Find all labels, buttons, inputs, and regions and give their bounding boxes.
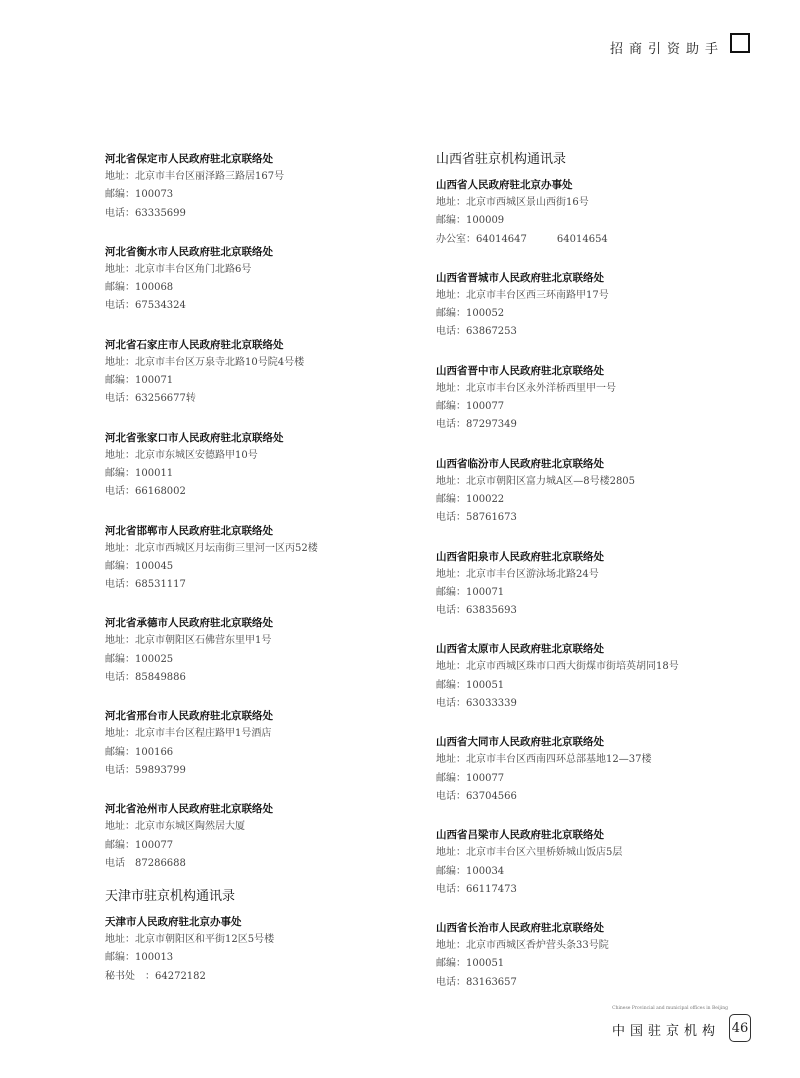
- contact-entry: [436, 826, 756, 899]
- office-postcode: 邮编：100025: [105, 653, 174, 665]
- right-column: [436, 150, 756, 1012]
- office-phone: 电话 87286688: [105, 857, 186, 869]
- office-address: 地址：北京市西城区香炉营头条33号院: [436, 940, 609, 952]
- contact-entry: [436, 548, 756, 621]
- contact-entry: [105, 614, 425, 687]
- office-phone: 电话：59893799: [105, 764, 186, 776]
- office-address: 地址：北京市西城区月坛南街三里河一区丙52楼: [105, 542, 318, 554]
- office-postcode: 邮编：100077: [105, 839, 174, 851]
- office-address: 地址：北京市丰台区丽泽路三路居167号: [105, 171, 285, 182]
- office-postcode: 邮编：100013: [105, 952, 174, 964]
- office-phone: 电话：83163657: [436, 976, 517, 988]
- office-address: 地址：北京市朝阳区石佛营东里甲1号: [105, 635, 272, 647]
- contact-entry: [105, 243, 425, 316]
- office-postcode: 邮编：100166: [105, 746, 174, 758]
- office-phone: 电话：87297349: [436, 419, 517, 431]
- office-address: 地址：北京市丰台区六里桥娇城山饭店5层: [436, 847, 623, 859]
- header-title: 招商引资助手: [609, 42, 724, 57]
- office-postcode: 邮编：100051: [436, 958, 505, 970]
- office-postcode: 邮编：100068: [105, 282, 174, 294]
- office-phone: 电话：63835693: [436, 605, 517, 617]
- office-name: 河北省沧州市人民政府驻北京联络处: [105, 803, 273, 816]
- office-name: 河北省石家庄市人民政府驻北京联络处: [105, 338, 284, 351]
- office-phone: 电话：63704566: [436, 790, 517, 802]
- office-postcode: 邮编：100022: [436, 493, 505, 505]
- office-name: 河北省承德市人民政府驻北京联络处: [105, 617, 273, 630]
- office-name: 山西省长治市人民政府驻北京联络处: [436, 922, 604, 935]
- office-name: 河北省邯郸市人民政府驻北京联络处: [105, 524, 273, 537]
- office-phone: 电话：66168002: [105, 486, 186, 498]
- office-address: 地址：北京市丰台区西南四环总部基地12—37楼: [436, 754, 652, 766]
- section-title-tianjin: 天津市驻京机构通讯录: [105, 889, 236, 905]
- office-address: 地址：北京市丰台区游泳场北路24号: [436, 568, 599, 580]
- office-postcode: 邮编：100071: [436, 586, 505, 598]
- contact-entry: [105, 707, 425, 780]
- office-phone: 电话：85849886: [105, 672, 186, 684]
- contact-entry: [105, 336, 425, 409]
- contact-entry: [436, 455, 756, 528]
- office-postcode: 邮编：100073: [105, 189, 174, 201]
- section-title-shanxi: 山西省驻京机构通讯录: [436, 152, 567, 167]
- office-address: 地址：北京市丰台区万泉寺北路10号院4号楼: [105, 356, 305, 368]
- office-name: 山西省吕梁市人民政府驻北京联络处: [436, 829, 604, 842]
- office-name: 山西省阳泉市人民政府驻北京联络处: [436, 550, 604, 563]
- office-postcode: 邮编：100052: [436, 308, 505, 320]
- contact-entry: [436, 733, 756, 806]
- office-phone: 电话：63867253: [436, 326, 517, 338]
- office-phone: 电话：63256677转: [105, 393, 196, 405]
- office-phone: 电话：63335699: [105, 207, 186, 219]
- office-phone: 办公室：64014647 64014654: [436, 233, 608, 245]
- office-phone: 电话：63033339: [436, 698, 517, 710]
- office-phone: 电话：67534324: [105, 300, 186, 312]
- office-name: 河北省邢台市人民政府驻北京联络处: [105, 710, 273, 723]
- office-postcode: 邮编：100009: [436, 215, 505, 227]
- office-phone: 电话：66117473: [436, 883, 517, 895]
- office-address: 地址：北京市西城区景山西街16号: [436, 197, 589, 208]
- office-address: 地址：北京市东城区陶然居大厦: [105, 821, 245, 833]
- office-postcode: 邮编：100051: [436, 679, 505, 691]
- office-address: 地址：北京市丰台区西三环南路甲17号: [436, 289, 609, 301]
- office-postcode: 邮编：100071: [105, 375, 174, 387]
- office-name: 山西省晋中市人民政府驻北京联络处: [436, 364, 604, 377]
- office-address: 地址：北京市朝阳区富力城A区—8号楼2805: [436, 475, 636, 487]
- office-address: 地址：北京市东城区安德路甲10号: [105, 449, 258, 461]
- contact-entry: [105, 150, 425, 223]
- office-phone: 电话：58761673: [436, 512, 517, 524]
- office-address: 地址：北京市丰台区永外洋桥西里甲一号: [436, 382, 616, 394]
- footer-subtitle: Chinese Provincial and municipal offices in Beijing: [612, 1006, 728, 1011]
- contact-entry: [105, 522, 425, 595]
- contact-entry: [436, 269, 756, 342]
- contact-entry: [105, 913, 425, 986]
- contact-entry: [105, 800, 425, 873]
- office-address: 地址：北京市丰台区角门北路6号: [105, 263, 252, 275]
- office-name: 山西省晋城市人民政府驻北京联络处: [436, 271, 604, 284]
- office-name: 山西省人民政府驻北京办事处: [436, 179, 573, 191]
- office-name: 河北省保定市人民政府驻北京联络处: [105, 153, 273, 165]
- contact-entry: [436, 362, 756, 435]
- office-phone: 电话：68531117: [105, 579, 186, 591]
- office-name: 河北省张家口市人民政府驻北京联络处: [105, 431, 284, 444]
- contact-entry: [436, 176, 756, 249]
- office-address: 地址：北京市朝阳区和平街12区5号楼: [105, 934, 275, 946]
- office-postcode: 邮编：100045: [105, 560, 174, 572]
- footer-title: 中国驻京机构: [611, 1024, 720, 1039]
- header-square-icon: [730, 33, 750, 53]
- page-number: 46: [729, 1014, 751, 1042]
- office-postcode: 邮编：100077: [436, 772, 505, 784]
- office-phone: 秘书处 ：64272182: [105, 970, 206, 982]
- office-postcode: 邮编：100034: [436, 865, 505, 877]
- contact-entry: [436, 640, 756, 713]
- left-column: [105, 150, 425, 1006]
- office-name: 河北省衡水市人民政府驻北京联络处: [105, 245, 273, 258]
- office-postcode: 邮编：100077: [436, 401, 505, 413]
- office-address: 地址：北京市西城区珠市口西大街煤市街培英胡同18号: [436, 661, 679, 673]
- office-address: 地址：北京市丰台区程庄路甲1号酒店: [105, 728, 272, 740]
- office-name: 山西省太原市人民政府驻北京联络处: [436, 643, 604, 656]
- contact-entry: [436, 919, 756, 992]
- office-name: 山西省临汾市人民政府驻北京联络处: [436, 457, 604, 470]
- office-postcode: 邮编：100011: [105, 467, 174, 479]
- office-name: 天津市人民政府驻北京办事处: [105, 916, 242, 929]
- contact-entry: [105, 429, 425, 502]
- office-name: 山西省大同市人民政府驻北京联络处: [436, 736, 604, 749]
